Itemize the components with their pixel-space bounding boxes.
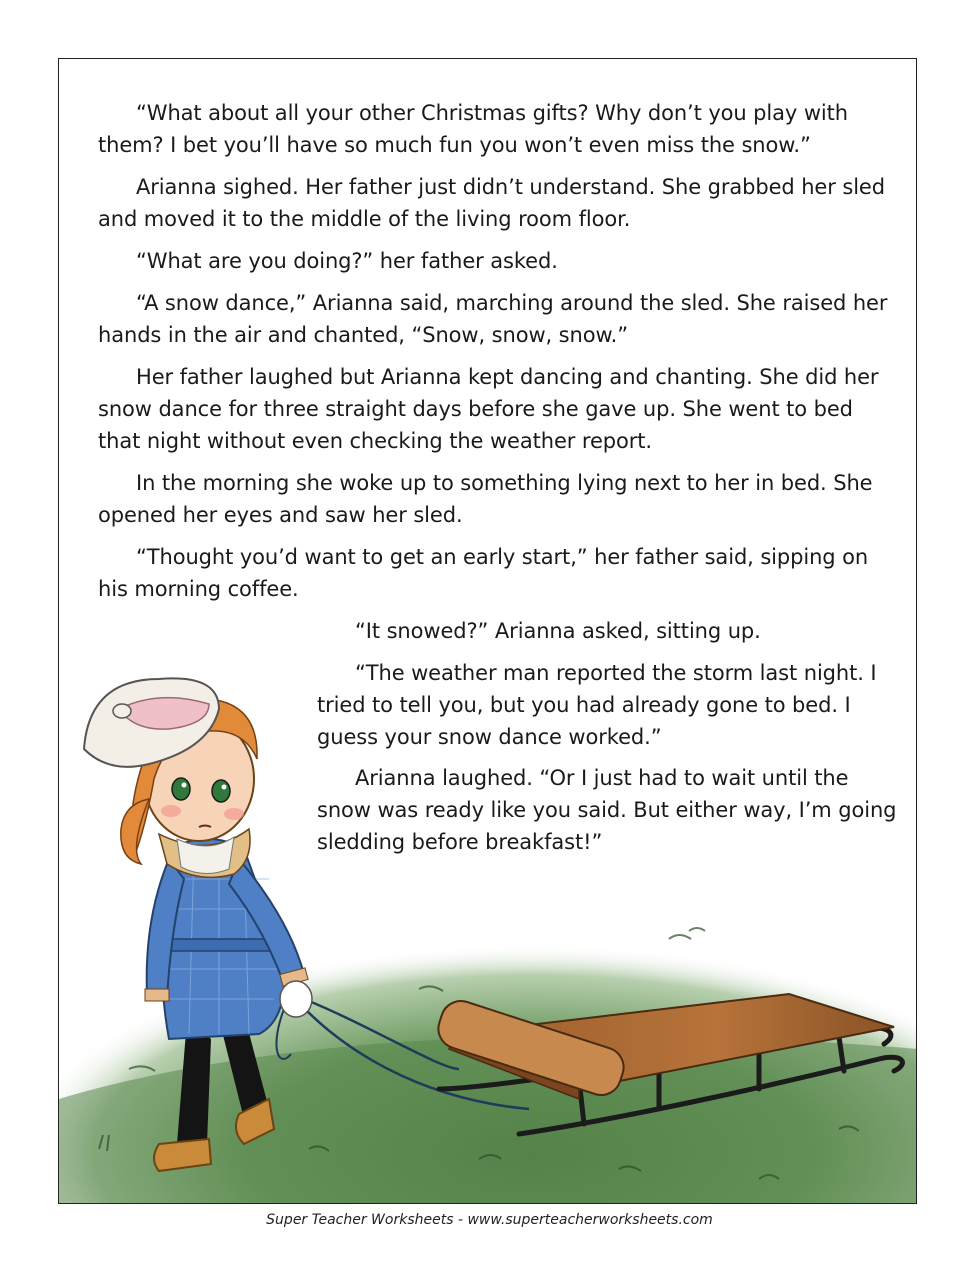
paragraph-10: Arianna laughed. “Or I just had to wait until the snow was ready like you said. But either way, I’m going sledding before breakfast!”	[317, 766, 897, 854]
paragraph-5: Her father laughed but Arianna kept dancing and chanting. She did her snow dance for three straight days before she gave up. She went to bed that night without even checking the weather report.	[98, 365, 879, 453]
paragraph-8: “It snowed?” Arianna asked, sitting up.	[355, 619, 761, 643]
footer-credit: Super Teacher Worksheets - www.superteacherworksheets.com	[266, 1212, 713, 1228]
paragraph-7: “Thought you’d want to get an early start,” her father said, sipping on his morning coffee.	[98, 545, 869, 601]
paragraph-2: Arianna sighed. Her father just didn’t understand. She grabbed her sled and moved it to the middle of the living room floor.	[98, 175, 885, 231]
paragraph-9: “The weather man reported the storm last night. I tried to tell you, but you had already gone to bed. I guess your snow dance worked.”	[317, 661, 877, 749]
paragraph-1: “What about all your other Christmas gifts? Why don’t you play with them? I bet you’ll have so much fun you won’t even miss the snow.”	[98, 101, 848, 157]
paragraph-4: “A snow dance,” Arianna said, marching around the sled. She raised her hands in the air and chanted, “Snow, snow, snow.”	[98, 291, 888, 347]
paragraph-6: In the morning she woke up to something lying next to her in bed. She opened her eyes and saw her sled.	[98, 471, 873, 527]
story-page-frame	[58, 58, 917, 1204]
paragraph-3: “What are you doing?” her father asked.	[136, 249, 558, 273]
